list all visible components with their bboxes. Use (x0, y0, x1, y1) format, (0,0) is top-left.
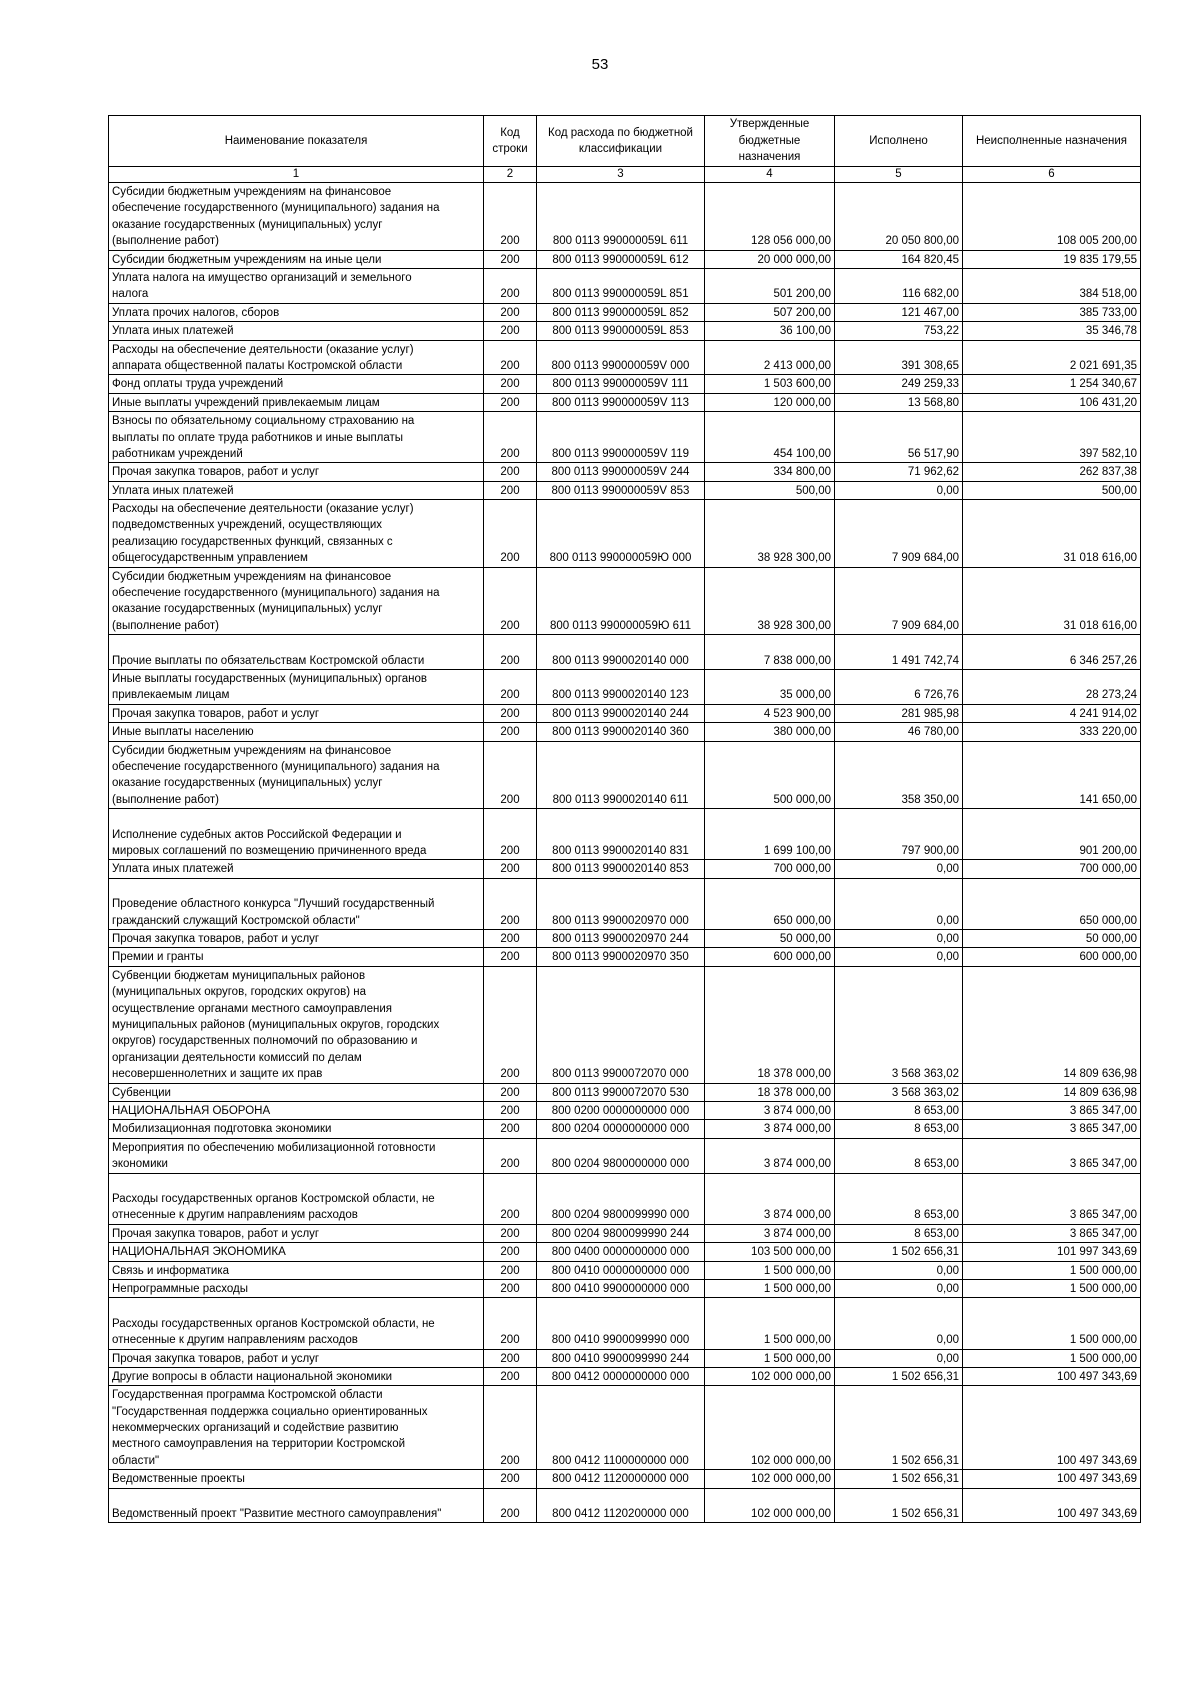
row-executed: 391 308,65 (835, 340, 963, 375)
row-unexecuted: 650 000,00 (963, 878, 1141, 929)
row-unexecuted: 141 650,00 (963, 741, 1141, 809)
row-unexecuted: 384 518,00 (963, 268, 1141, 303)
row-budget-code: 800 0113 990000059L 611 (537, 183, 705, 251)
table-row (109, 966, 1141, 1083)
row-line-code: 200 (484, 481, 537, 499)
row-name: НАЦИОНАЛЬНАЯ ЭКОНОМИКА (109, 1243, 484, 1261)
table-row (109, 268, 1141, 303)
table-row (109, 500, 1141, 568)
row-approved: 650 000,00 (705, 878, 835, 929)
row-unexecuted: 100 497 343,69 (963, 1386, 1141, 1470)
row-name: Прочая закупка товаров, работ и услуг (109, 930, 484, 948)
row-executed: 0,00 (835, 481, 963, 499)
page-number: 53 (591, 56, 609, 73)
row-executed: 249 259,33 (835, 375, 963, 393)
table-row (109, 1298, 1141, 1349)
row-budget-code: 800 0113 9900020970 244 (537, 930, 705, 948)
col-header-unexecuted: Неисполненные назначения (963, 116, 1141, 167)
row-unexecuted: 6 346 257,26 (963, 635, 1141, 670)
row-name: Иные выплаты населению (109, 723, 484, 741)
row-approved: 103 500 000,00 (705, 1243, 835, 1261)
row-budget-code: 800 0200 0000000000 000 (537, 1102, 705, 1120)
row-budget-code: 800 0113 990000059V 000 (537, 340, 705, 375)
row-name: НАЦИОНАЛЬНАЯ ОБОРОНА (109, 1102, 484, 1120)
row-budget-code: 800 0400 0000000000 000 (537, 1243, 705, 1261)
table-row (109, 1367, 1141, 1385)
row-name: Уплата иных платежей (109, 860, 484, 878)
row-budget-code: 800 0113 9900072070 000 (537, 966, 705, 1083)
row-unexecuted: 106 431,20 (963, 393, 1141, 411)
row-unexecuted: 1 254 340,67 (963, 375, 1141, 393)
row-approved: 1 500 000,00 (705, 1349, 835, 1367)
row-budget-code: 800 0113 9900020140 831 (537, 809, 705, 860)
row-approved: 3 874 000,00 (705, 1120, 835, 1138)
row-executed: 56 517,90 (835, 412, 963, 463)
table-row (109, 878, 1141, 929)
row-unexecuted: 100 497 343,69 (963, 1488, 1141, 1523)
row-executed: 281 985,98 (835, 704, 963, 722)
row-executed: 753,22 (835, 322, 963, 340)
row-approved: 36 100,00 (705, 322, 835, 340)
row-budget-code: 800 0113 9900020140 123 (537, 670, 705, 705)
row-unexecuted: 385 733,00 (963, 303, 1141, 321)
row-budget-code: 800 0410 9900099990 000 (537, 1298, 705, 1349)
table-row (109, 1243, 1141, 1261)
row-unexecuted: 333 220,00 (963, 723, 1141, 741)
row-line-code: 200 (484, 930, 537, 948)
row-executed: 71 962,62 (835, 463, 963, 481)
row-name: Мероприятия по обеспечению мобилизационной готовности экономики (109, 1138, 484, 1173)
row-budget-code: 800 0113 9900020140 244 (537, 704, 705, 722)
row-line-code: 200 (484, 741, 537, 809)
row-line-code: 200 (484, 322, 537, 340)
row-approved: 128 056 000,00 (705, 183, 835, 251)
row-budget-code: 800 0113 990000059V 244 (537, 463, 705, 481)
row-budget-code: 800 0113 9900020970 000 (537, 878, 705, 929)
row-line-code: 200 (484, 412, 537, 463)
row-approved: 1 699 100,00 (705, 809, 835, 860)
row-unexecuted: 28 273,24 (963, 670, 1141, 705)
table-row (109, 1488, 1141, 1523)
row-name: Субвенции (109, 1083, 484, 1101)
row-name: Иные выплаты государственных (муниципальных) органов привлекаемым лицам (109, 670, 484, 705)
row-line-code: 200 (484, 1470, 537, 1488)
row-line-code: 200 (484, 463, 537, 481)
table-row (109, 1138, 1141, 1173)
row-approved: 4 523 900,00 (705, 704, 835, 722)
table-row (109, 741, 1141, 809)
row-name: Субсидии бюджетным учреждениям на финансовое обеспечение государственного (муниципального) задания на оказание государственных (муниципальных) услуг (выполнение работ) (109, 183, 484, 251)
row-budget-code: 800 0412 1100000000 000 (537, 1386, 705, 1470)
row-approved: 3 874 000,00 (705, 1224, 835, 1242)
row-executed: 6 726,76 (835, 670, 963, 705)
row-name: Уплата иных платежей (109, 322, 484, 340)
row-line-code: 200 (484, 670, 537, 705)
row-approved: 35 000,00 (705, 670, 835, 705)
col-number: 3 (537, 167, 705, 183)
table-row (109, 1279, 1141, 1297)
table-row (109, 567, 1141, 635)
budget-execution-table (108, 115, 1141, 1523)
table-row (109, 375, 1141, 393)
row-name: Уплата прочих налогов, сборов (109, 303, 484, 321)
row-executed: 0,00 (835, 860, 963, 878)
row-approved: 1 500 000,00 (705, 1279, 835, 1297)
row-unexecuted: 3 865 347,00 (963, 1224, 1141, 1242)
row-line-code: 200 (484, 303, 537, 321)
row-budget-code: 800 0113 990000059Ю 611 (537, 567, 705, 635)
table-row (109, 303, 1141, 321)
row-approved: 102 000 000,00 (705, 1488, 835, 1523)
row-approved: 500,00 (705, 481, 835, 499)
col-number: 5 (835, 167, 963, 183)
row-executed: 46 780,00 (835, 723, 963, 741)
row-approved: 334 800,00 (705, 463, 835, 481)
col-header-executed: Исполнено (835, 116, 963, 167)
row-budget-code: 800 0412 0000000000 000 (537, 1367, 705, 1385)
row-name: Другие вопросы в области национальной экономики (109, 1367, 484, 1385)
row-executed: 8 653,00 (835, 1120, 963, 1138)
row-name: Расходы на обеспечение деятельности (оказание услуг) подведомственных учреждений, осуществляющих реализацию государственных функций, связанных с общегосударственным управлением (109, 500, 484, 568)
row-approved: 102 000 000,00 (705, 1470, 835, 1488)
table-row (109, 340, 1141, 375)
row-unexecuted: 14 809 636,98 (963, 966, 1141, 1083)
row-budget-code: 800 0204 9800099990 244 (537, 1224, 705, 1242)
row-executed: 1 491 742,74 (835, 635, 963, 670)
row-executed: 1 502 656,31 (835, 1386, 963, 1470)
row-approved: 700 000,00 (705, 860, 835, 878)
row-unexecuted: 3 865 347,00 (963, 1173, 1141, 1224)
row-budget-code: 800 0410 0000000000 000 (537, 1261, 705, 1279)
row-executed: 1 502 656,31 (835, 1243, 963, 1261)
table-row (109, 322, 1141, 340)
col-number: 2 (484, 167, 537, 183)
row-unexecuted: 1 500 000,00 (963, 1279, 1141, 1297)
row-executed: 0,00 (835, 930, 963, 948)
table-row (109, 635, 1141, 670)
row-unexecuted: 700 000,00 (963, 860, 1141, 878)
row-budget-code: 800 0113 9900020140 853 (537, 860, 705, 878)
row-line-code: 200 (484, 948, 537, 966)
row-unexecuted: 600 000,00 (963, 948, 1141, 966)
row-approved: 102 000 000,00 (705, 1367, 835, 1385)
table-row (109, 412, 1141, 463)
row-line-code: 200 (484, 393, 537, 411)
row-executed: 797 900,00 (835, 809, 963, 860)
row-budget-code: 800 0204 9800099990 000 (537, 1173, 705, 1224)
row-line-code: 200 (484, 966, 537, 1083)
row-executed: 8 653,00 (835, 1173, 963, 1224)
table-row (109, 809, 1141, 860)
table-row (109, 670, 1141, 705)
row-line-code: 200 (484, 1298, 537, 1349)
row-approved: 1 503 600,00 (705, 375, 835, 393)
header-row (109, 116, 1141, 167)
row-approved: 3 874 000,00 (705, 1173, 835, 1224)
table-row (109, 463, 1141, 481)
row-unexecuted: 31 018 616,00 (963, 567, 1141, 635)
row-line-code: 200 (484, 250, 537, 268)
row-unexecuted: 101 997 343,69 (963, 1243, 1141, 1261)
row-approved: 2 413 000,00 (705, 340, 835, 375)
table-row (109, 704, 1141, 722)
row-budget-code: 800 0410 9900000000 000 (537, 1279, 705, 1297)
row-budget-code: 800 0113 990000059V 111 (537, 375, 705, 393)
table-row (109, 1173, 1141, 1224)
row-unexecuted: 500,00 (963, 481, 1141, 499)
table-row (109, 393, 1141, 411)
row-budget-code: 800 0113 9900020970 350 (537, 948, 705, 966)
table-row (109, 1083, 1141, 1101)
row-unexecuted: 100 497 343,69 (963, 1470, 1141, 1488)
table-row (109, 723, 1141, 741)
row-name: Непрограммные расходы (109, 1279, 484, 1297)
row-unexecuted: 3 865 347,00 (963, 1120, 1141, 1138)
row-name: Расходы государственных органов Костромской области, не отнесенные к другим направлениям расходов (109, 1173, 484, 1224)
col-header-approved: Утвержденные бюджетные назначения (705, 116, 835, 167)
row-line-code: 200 (484, 1367, 537, 1385)
row-unexecuted: 397 582,10 (963, 412, 1141, 463)
table-row (109, 1102, 1141, 1120)
row-unexecuted: 2 021 691,35 (963, 340, 1141, 375)
row-name: Связь и информатика (109, 1261, 484, 1279)
row-name: Расходы на обеспечение деятельности (оказание услуг) аппарата общественной палаты Костромской области (109, 340, 484, 375)
table-row (109, 1470, 1141, 1488)
row-line-code: 200 (484, 1243, 537, 1261)
row-name: Субсидии бюджетным учреждениям на финансовое обеспечение государственного (муниципального) задания на оказание государственных (муниципальных) услуг (выполнение работ) (109, 741, 484, 809)
row-line-code: 200 (484, 635, 537, 670)
table-row (109, 183, 1141, 251)
row-name: Иные выплаты учреждений привлекаемым лицам (109, 393, 484, 411)
row-unexecuted: 1 500 000,00 (963, 1349, 1141, 1367)
row-name: Прочая закупка товаров, работ и услуг (109, 704, 484, 722)
row-approved: 38 928 300,00 (705, 500, 835, 568)
row-executed: 0,00 (835, 948, 963, 966)
row-approved: 50 000,00 (705, 930, 835, 948)
col-number: 1 (109, 167, 484, 183)
row-budget-code: 800 0412 1120000000 000 (537, 1470, 705, 1488)
row-executed: 8 653,00 (835, 1138, 963, 1173)
row-approved: 500 000,00 (705, 741, 835, 809)
row-budget-code: 800 0204 9800000000 000 (537, 1138, 705, 1173)
row-line-code: 200 (484, 340, 537, 375)
row-unexecuted: 1 500 000,00 (963, 1261, 1141, 1279)
table-row (109, 860, 1141, 878)
row-line-code: 200 (484, 860, 537, 878)
row-unexecuted: 262 837,38 (963, 463, 1141, 481)
row-name: Прочие выплаты по обязательствам Костромской области (109, 635, 484, 670)
row-unexecuted: 50 000,00 (963, 930, 1141, 948)
row-executed: 1 502 656,31 (835, 1488, 963, 1523)
column-number-row (109, 167, 1141, 183)
row-approved: 102 000 000,00 (705, 1386, 835, 1470)
row-budget-code: 800 0113 990000059L 853 (537, 322, 705, 340)
row-line-code: 200 (484, 183, 537, 251)
row-executed: 164 820,45 (835, 250, 963, 268)
row-line-code: 200 (484, 878, 537, 929)
row-budget-code: 800 0113 9900020140 360 (537, 723, 705, 741)
table-row (109, 250, 1141, 268)
row-budget-code: 800 0410 9900099990 244 (537, 1349, 705, 1367)
row-name: Государственная программа Костромской области "Государственная поддержка социально ориентированных некоммерческих организаций и содействие развитию местного самоуправления на территории Костромской области" (109, 1386, 484, 1470)
row-name: Фонд оплаты труда учреждений (109, 375, 484, 393)
row-line-code: 200 (484, 1386, 537, 1470)
row-unexecuted: 3 865 347,00 (963, 1102, 1141, 1120)
row-name: Уплата налога на имущество организаций и земельного налога (109, 268, 484, 303)
row-line-code: 200 (484, 723, 537, 741)
row-executed: 7 909 684,00 (835, 500, 963, 568)
row-executed: 1 502 656,31 (835, 1470, 963, 1488)
row-line-code: 200 (484, 375, 537, 393)
row-line-code: 200 (484, 567, 537, 635)
row-budget-code: 800 0113 990000059L 852 (537, 303, 705, 321)
row-approved: 600 000,00 (705, 948, 835, 966)
row-name: Субсидии бюджетным учреждениям на финансовое обеспечение государственного (муниципального) задания на оказание государственных (муниципальных) услуг (выполнение работ) (109, 567, 484, 635)
row-line-code: 200 (484, 1120, 537, 1138)
row-line-code: 200 (484, 1083, 537, 1101)
row-name: Проведение областного конкурса "Лучший государственный гражданский служащий Костромской области" (109, 878, 484, 929)
table-row (109, 948, 1141, 966)
row-executed: 121 467,00 (835, 303, 963, 321)
row-approved: 3 874 000,00 (705, 1138, 835, 1173)
row-line-code: 200 (484, 1173, 537, 1224)
row-approved: 454 100,00 (705, 412, 835, 463)
row-executed: 20 050 800,00 (835, 183, 963, 251)
row-budget-code: 800 0113 990000059V 853 (537, 481, 705, 499)
row-approved: 1 500 000,00 (705, 1261, 835, 1279)
row-budget-code: 800 0113 990000059Ю 000 (537, 500, 705, 568)
row-executed: 0,00 (835, 1298, 963, 1349)
row-budget-code: 800 0113 990000059L 612 (537, 250, 705, 268)
table-row (109, 1120, 1141, 1138)
row-executed: 1 502 656,31 (835, 1367, 963, 1385)
row-approved: 507 200,00 (705, 303, 835, 321)
row-budget-code: 800 0204 0000000000 000 (537, 1120, 705, 1138)
row-unexecuted: 19 835 179,55 (963, 250, 1141, 268)
row-budget-code: 800 0113 9900072070 530 (537, 1083, 705, 1101)
row-line-code: 200 (484, 1102, 537, 1120)
row-approved: 38 928 300,00 (705, 567, 835, 635)
row-unexecuted: 31 018 616,00 (963, 500, 1141, 568)
row-name: Ведомственные проекты (109, 1470, 484, 1488)
row-name: Исполнение судебных актов Российской Федерации и мировых соглашений по возмещению причиненного вреда (109, 809, 484, 860)
row-executed: 8 653,00 (835, 1224, 963, 1242)
row-approved: 7 838 000,00 (705, 635, 835, 670)
row-unexecuted: 901 200,00 (963, 809, 1141, 860)
row-line-code: 200 (484, 268, 537, 303)
row-approved: 120 000,00 (705, 393, 835, 411)
row-line-code: 200 (484, 1261, 537, 1279)
row-executed: 7 909 684,00 (835, 567, 963, 635)
row-executed: 3 568 363,02 (835, 966, 963, 1083)
row-executed: 116 682,00 (835, 268, 963, 303)
table-row (109, 1224, 1141, 1242)
col-number: 4 (705, 167, 835, 183)
row-budget-code: 800 0113 9900020140 611 (537, 741, 705, 809)
row-unexecuted: 3 865 347,00 (963, 1138, 1141, 1173)
col-header-line-code: Код строки (484, 116, 537, 167)
row-executed: 3 568 363,02 (835, 1083, 963, 1101)
row-executed: 0,00 (835, 1349, 963, 1367)
row-executed: 358 350,00 (835, 741, 963, 809)
row-approved: 20 000 000,00 (705, 250, 835, 268)
row-line-code: 200 (484, 1488, 537, 1523)
row-line-code: 200 (484, 1224, 537, 1242)
row-executed: 13 568,80 (835, 393, 963, 411)
row-name: Прочая закупка товаров, работ и услуг (109, 1224, 484, 1242)
row-budget-code: 800 0113 990000059V 113 (537, 393, 705, 411)
row-unexecuted: 35 346,78 (963, 322, 1141, 340)
col-number: 6 (963, 167, 1141, 183)
row-unexecuted: 1 500 000,00 (963, 1298, 1141, 1349)
row-name: Субвенции бюджетам муниципальных районов (муниципальных округов, городских округов) на осуществление органами местного самоуправления муниципальных районов (муниципальных округов, городских округов) государственных полномочий по образованию и организации деятельности комиссий по делам несовершеннолетних и защите их прав (109, 966, 484, 1083)
row-line-code: 200 (484, 1349, 537, 1367)
row-executed: 8 653,00 (835, 1102, 963, 1120)
row-line-code: 200 (484, 809, 537, 860)
col-header-budget-code: Код расхода по бюджетной классификации (537, 116, 705, 167)
row-approved: 380 000,00 (705, 723, 835, 741)
row-name: Мобилизационная подготовка экономики (109, 1120, 484, 1138)
row-name: Субсидии бюджетным учреждениям на иные цели (109, 250, 484, 268)
table-row (109, 1386, 1141, 1470)
table-row (109, 1349, 1141, 1367)
row-executed: 0,00 (835, 878, 963, 929)
row-unexecuted: 100 497 343,69 (963, 1367, 1141, 1385)
row-executed: 0,00 (835, 1279, 963, 1297)
row-name: Взносы по обязательному социальному страхованию на выплаты по оплате труда работников и иные выплаты работникам учреждений (109, 412, 484, 463)
row-approved: 18 378 000,00 (705, 1083, 835, 1101)
row-name: Расходы государственных органов Костромской области, не отнесенные к другим направлениям расходов (109, 1298, 484, 1349)
row-line-code: 200 (484, 1279, 537, 1297)
row-name: Прочая закупка товаров, работ и услуг (109, 463, 484, 481)
row-unexecuted: 108 005 200,00 (963, 183, 1141, 251)
row-name: Прочая закупка товаров, работ и услуг (109, 1349, 484, 1367)
row-executed: 0,00 (835, 1261, 963, 1279)
row-budget-code: 800 0113 9900020140 000 (537, 635, 705, 670)
row-approved: 1 500 000,00 (705, 1298, 835, 1349)
col-header-name: Наименование показателя (109, 116, 484, 167)
row-line-code: 200 (484, 1138, 537, 1173)
row-unexecuted: 4 241 914,02 (963, 704, 1141, 722)
row-approved: 18 378 000,00 (705, 966, 835, 1083)
row-name: Ведомственный проект "Развитие местного самоуправления" (109, 1488, 484, 1523)
table-row (109, 930, 1141, 948)
row-unexecuted: 14 809 636,98 (963, 1083, 1141, 1101)
row-line-code: 200 (484, 500, 537, 568)
row-name: Премии и гранты (109, 948, 484, 966)
row-approved: 3 874 000,00 (705, 1102, 835, 1120)
row-budget-code: 800 0113 990000059L 851 (537, 268, 705, 303)
table-row (109, 1261, 1141, 1279)
row-line-code: 200 (484, 704, 537, 722)
row-budget-code: 800 0412 1120200000 000 (537, 1488, 705, 1523)
row-name: Уплата иных платежей (109, 481, 484, 499)
row-budget-code: 800 0113 990000059V 119 (537, 412, 705, 463)
row-approved: 501 200,00 (705, 268, 835, 303)
table-row (109, 481, 1141, 499)
